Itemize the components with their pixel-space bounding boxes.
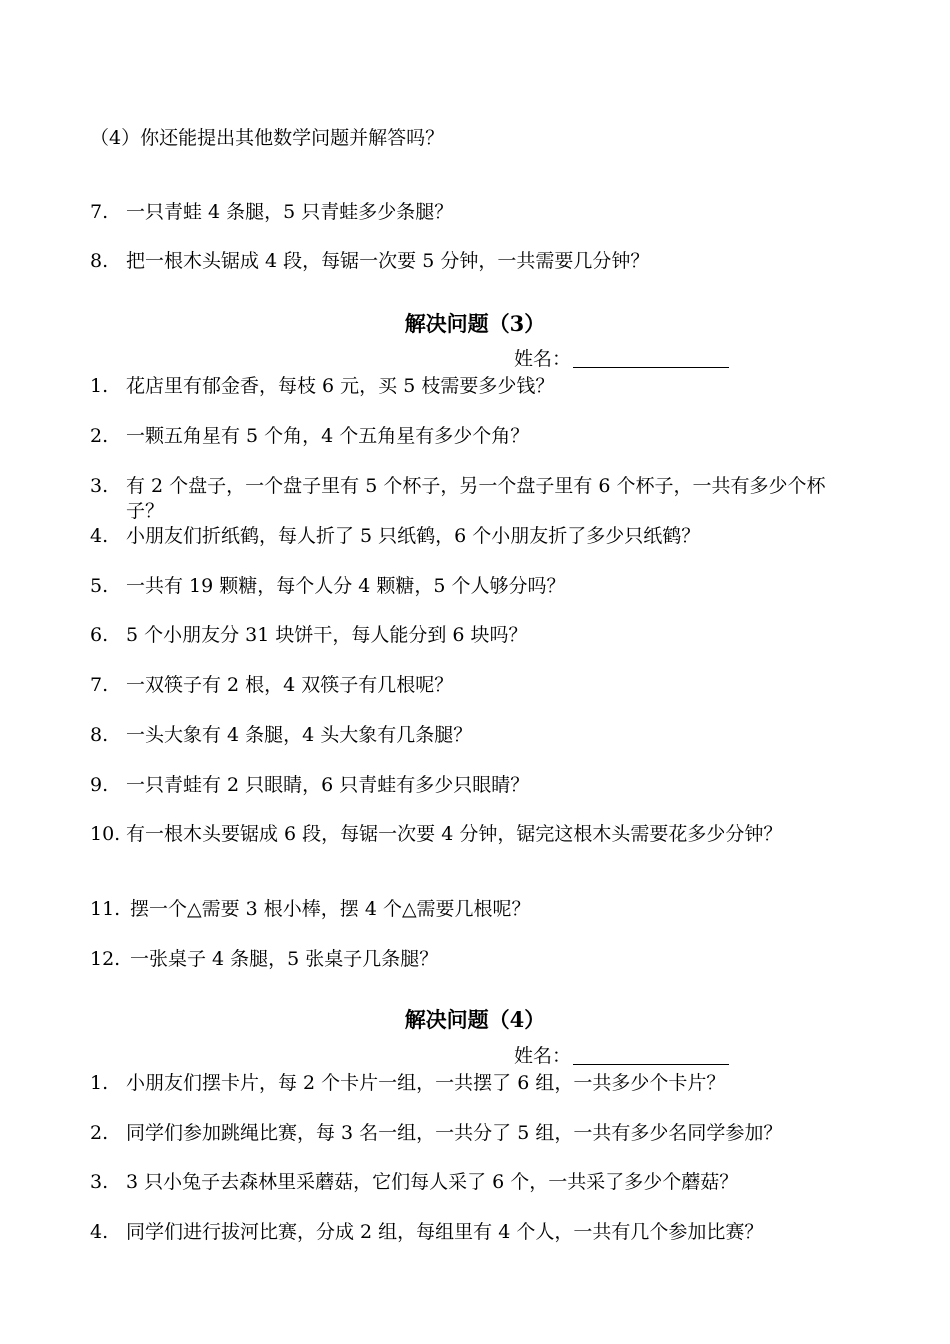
question-number: 10. xyxy=(90,823,121,845)
question-text: 同学们进行拔河比赛，分成 2 组，每组里有 4 个人，一共有几个参加比赛？ xyxy=(126,1221,764,1243)
question-number: 7. xyxy=(90,674,109,696)
question-text: 一只青蛙 4 条腿，5 只青蛙多少条腿？ xyxy=(126,201,454,223)
question-number: 11. xyxy=(90,898,121,920)
question-text: 小朋友们摆卡片，每 2 个卡片一组，一共摆了 6 组，一共多少个卡片？ xyxy=(126,1072,726,1094)
question-text: 摆一个△需要 3 根小棒，摆 4 个△需要几根呢？ xyxy=(130,898,531,920)
question-number: 2. xyxy=(90,1122,109,1144)
question-number: 2. xyxy=(90,425,109,447)
question-text: 有 2 个盘子，一个盘子里有 5 个杯子，另一个盘子里有 6 个杯子，一共有多少个杯子？ xyxy=(126,475,826,522)
sub-question-4: （4）你还能提出其他数学问题并解答吗？ xyxy=(90,127,445,149)
question-text: 有一根木头要锯成 6 段，每锯一次要 4 分钟，锯完这根木头需要花多少分钟？ xyxy=(126,823,783,845)
question-text: 一张桌子 4 条腿，5 张桌子几条腿？ xyxy=(130,948,439,970)
question-item xyxy=(90,524,880,549)
question-number: 1. xyxy=(90,375,109,397)
question-number: 8. xyxy=(90,250,109,272)
question-text: 同学们参加跳绳比赛，每 3 名一组，一共分了 5 组，一共有多少名同学参加？ xyxy=(126,1122,783,1144)
name-field xyxy=(514,347,729,372)
question-number: 5. xyxy=(90,575,109,597)
question-item xyxy=(90,822,890,847)
question-text: 花店里有郁金香，每枝 6 元，买 5 枝需要多少钱？ xyxy=(126,375,555,397)
name-blank[interactable] xyxy=(573,1044,729,1065)
question-item xyxy=(90,424,880,449)
name-blank[interactable] xyxy=(573,347,729,368)
question-number: 3. xyxy=(90,475,109,497)
section-title: 解决问题（3） xyxy=(404,311,546,336)
question-item xyxy=(90,723,880,748)
question-text: 3 只小兔子去森林里采蘑菇，它们每人采了 6 个，一共采了多少个蘑菇？ xyxy=(126,1171,739,1193)
question-text: 小朋友们折纸鹤，每人折了 5 只纸鹤，6 个小朋友折了多少只纸鹤？ xyxy=(126,525,701,547)
question-number: 8. xyxy=(90,724,109,746)
question-item xyxy=(90,673,880,698)
question-text: 一只青蛙有 2 只眼睛，6 只青蛙有多少只眼睛？ xyxy=(126,774,530,796)
question-number: 1. xyxy=(90,1072,109,1094)
question-item xyxy=(90,374,880,399)
question-number: 4. xyxy=(90,525,109,547)
question-number: 12. xyxy=(90,948,121,970)
name-label: 姓名： xyxy=(514,348,572,370)
name-field xyxy=(514,1044,729,1069)
question-item xyxy=(90,773,880,798)
question-item xyxy=(90,897,880,922)
question-item xyxy=(90,249,880,274)
section-title: 解决问题（4） xyxy=(404,1007,546,1032)
question-text: 一颗五角星有 5 个角，4 个五角星有多少个角？ xyxy=(126,425,530,447)
question-item xyxy=(90,623,880,648)
question-text: 一头大象有 4 条腿，4 头大象有几条腿？ xyxy=(126,724,473,746)
question-item xyxy=(90,1170,880,1195)
question-text: 5 个小朋友分 31 块饼干，每人能分到 6 块吗？ xyxy=(126,624,528,646)
question-item xyxy=(90,1220,880,1245)
question-number: 9. xyxy=(90,774,109,796)
question-item xyxy=(90,574,880,599)
question-item xyxy=(90,1071,880,1096)
question-item xyxy=(90,474,850,524)
question-text: 一共有 19 颗糖，每个人分 4 颗糖，5 个人够分吗？ xyxy=(126,575,566,597)
question-item xyxy=(90,1121,880,1146)
question-number: 7. xyxy=(90,201,109,223)
question-text: 把一根木头锯成 4 段，每锯一次要 5 分钟，一共需要几分钟？ xyxy=(126,250,650,272)
question-number: 6. xyxy=(90,624,109,646)
question-item xyxy=(90,947,880,972)
question-number: 4. xyxy=(90,1221,109,1243)
question-number: 3. xyxy=(90,1171,109,1193)
name-label: 姓名： xyxy=(514,1045,572,1067)
question-item xyxy=(90,200,880,225)
question-text: 一双筷子有 2 根，4 双筷子有几根呢？ xyxy=(126,674,454,696)
